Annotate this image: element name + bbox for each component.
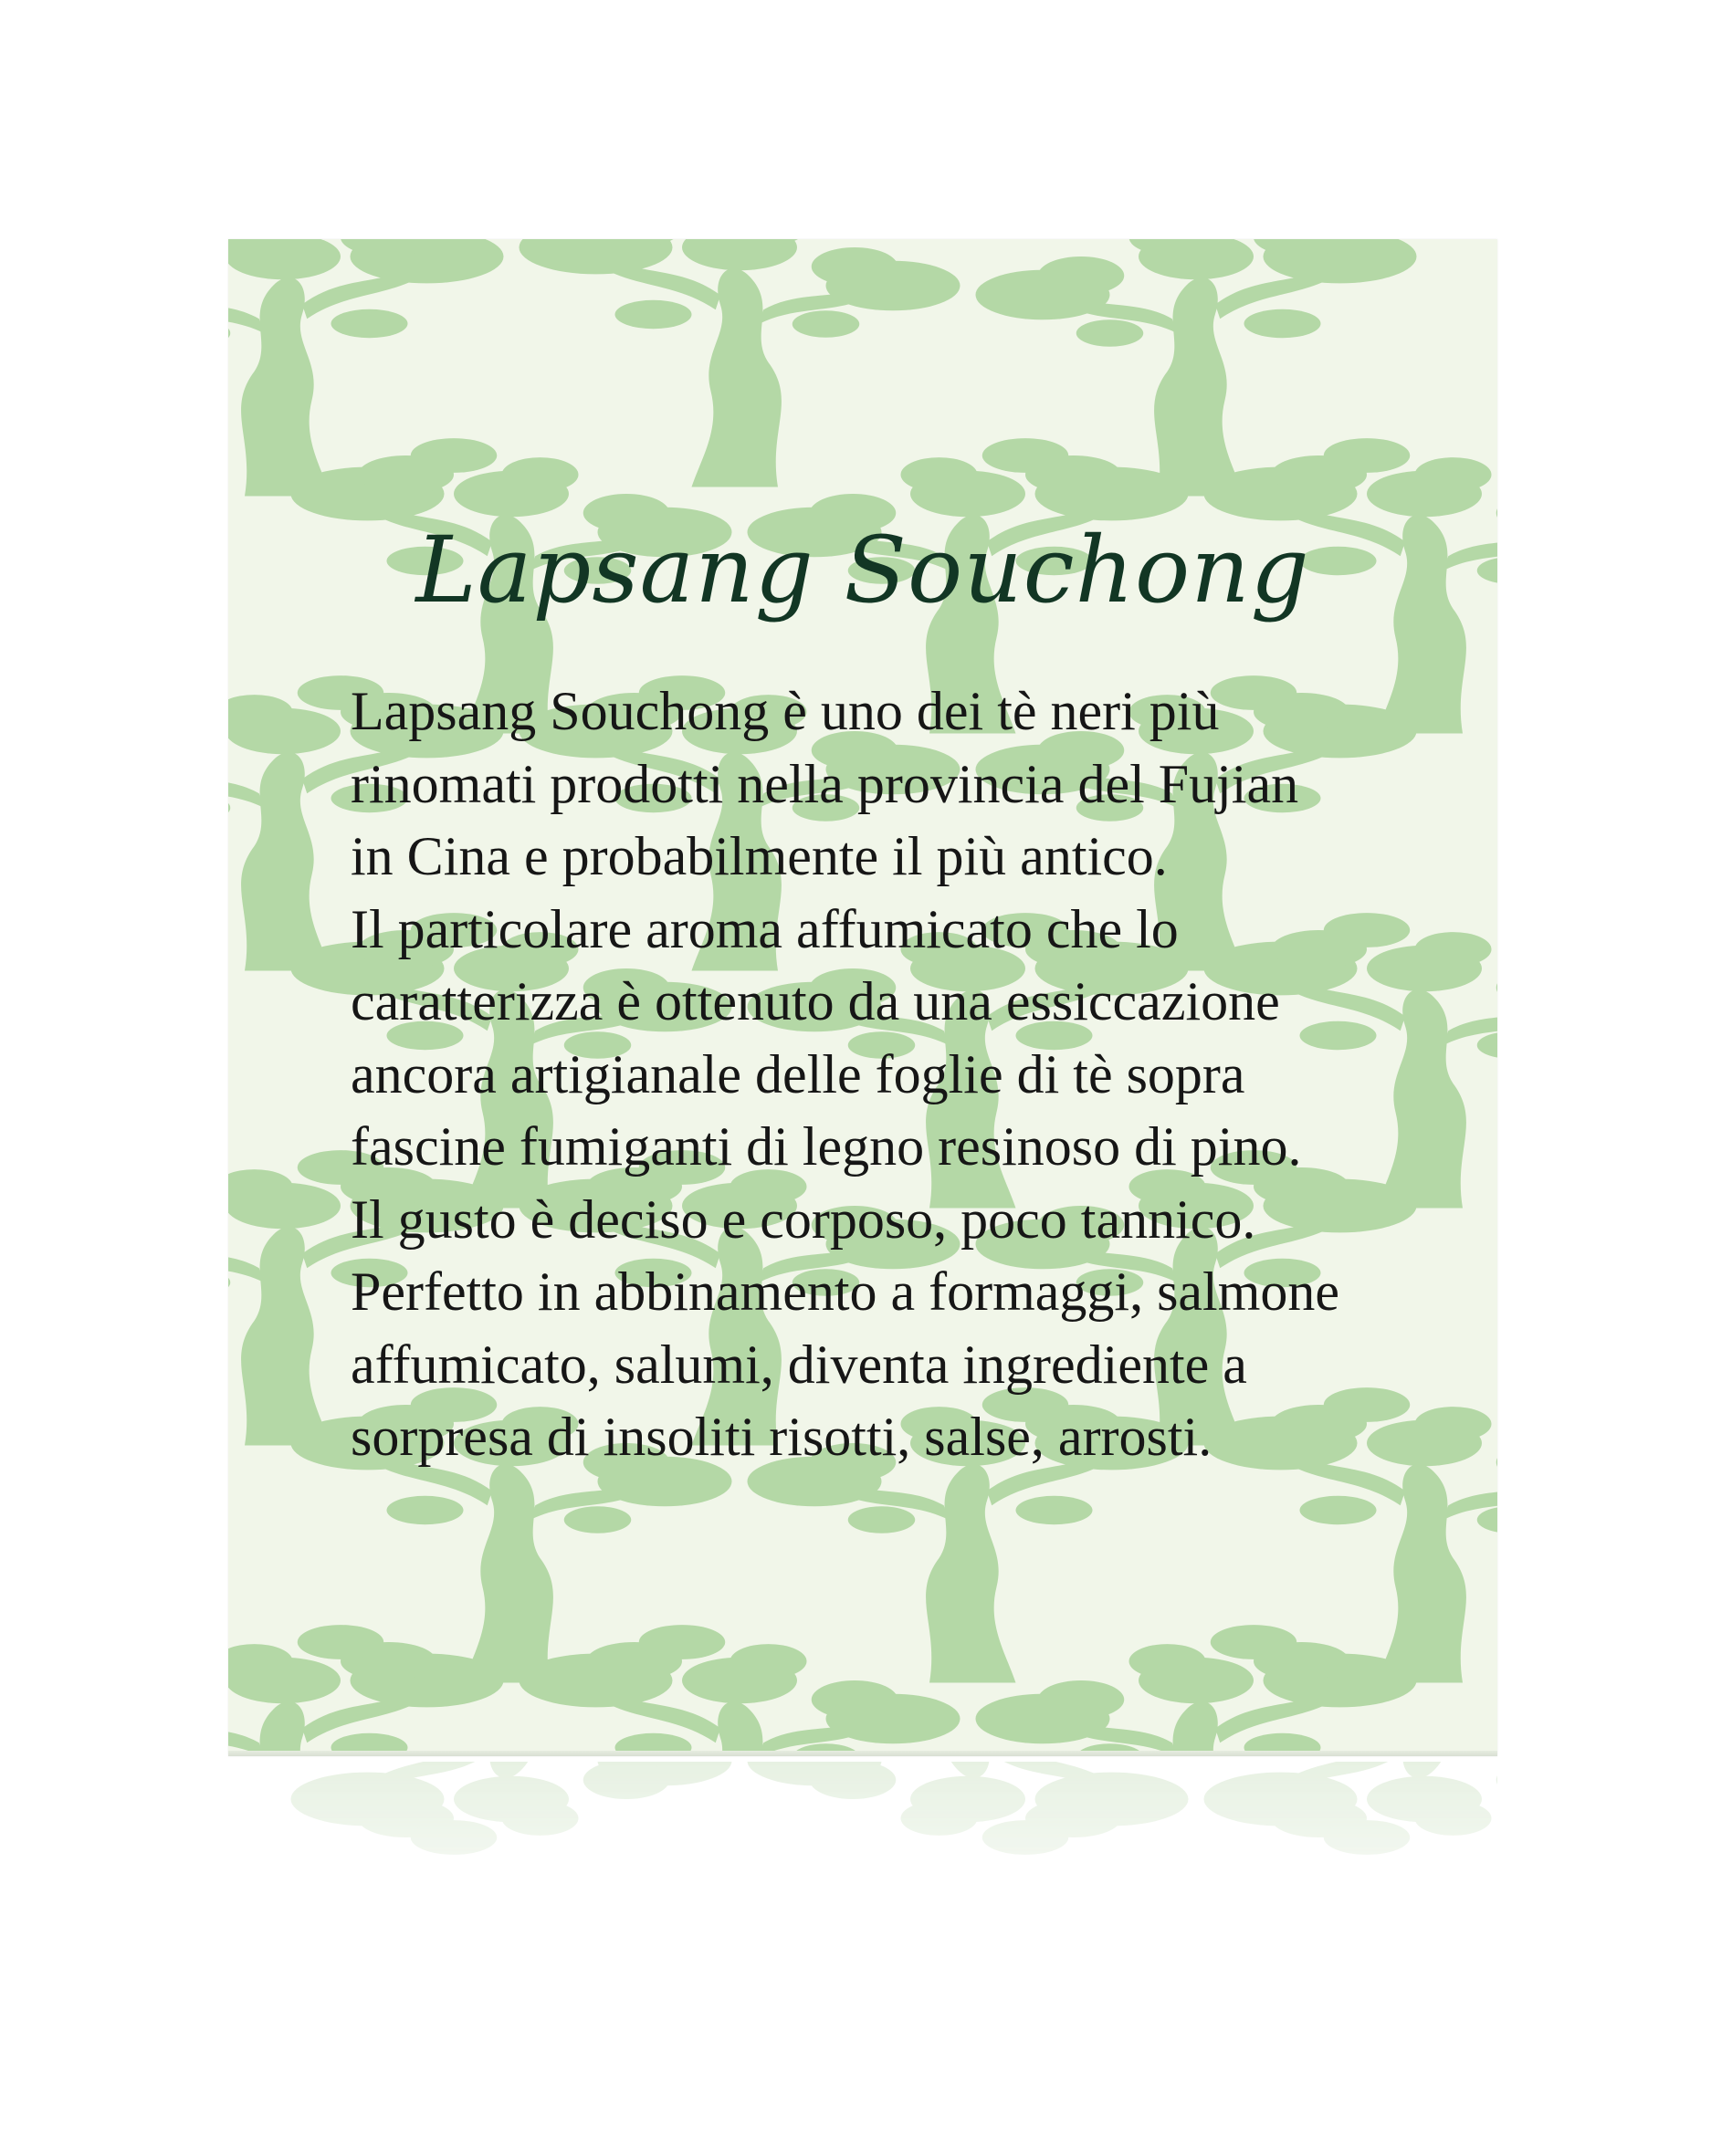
description-line: affumicato, salumi, diventa ingrediente a	[351, 1334, 1247, 1395]
description-line: caratterizza è ottenuto da una essiccazione	[351, 971, 1280, 1031]
description-line: ancora artigianale delle foglie di tè sopra	[351, 1043, 1245, 1104]
description-line: fascine fumiganti di legno resinoso di pino.	[351, 1116, 1302, 1177]
description-line: in Cina e probabilmente il più antico.	[351, 826, 1168, 886]
description-line: sorpresa di insoliti risotti, salse, arrosti.	[351, 1407, 1212, 1467]
description-line: Perfetto in abbinamento a formaggi, salmone	[351, 1261, 1340, 1322]
tea-label-card	[228, 239, 1497, 1756]
card-edge	[228, 1751, 1497, 1756]
description-line: Lapsang Souchong è uno dei tè neri più	[351, 681, 1220, 741]
page-title: Lapsang Souchong	[415, 517, 1310, 623]
description-line: rinomati prodotti nella provincia del Fujian	[351, 753, 1299, 814]
card-reflection	[228, 1762, 1497, 1972]
description-line: Il gusto è deciso e corposo, poco tannico.	[351, 1188, 1256, 1250]
description-line: Il particolare aroma affumicato che lo	[351, 898, 1179, 959]
description-text	[351, 675, 1428, 1474]
